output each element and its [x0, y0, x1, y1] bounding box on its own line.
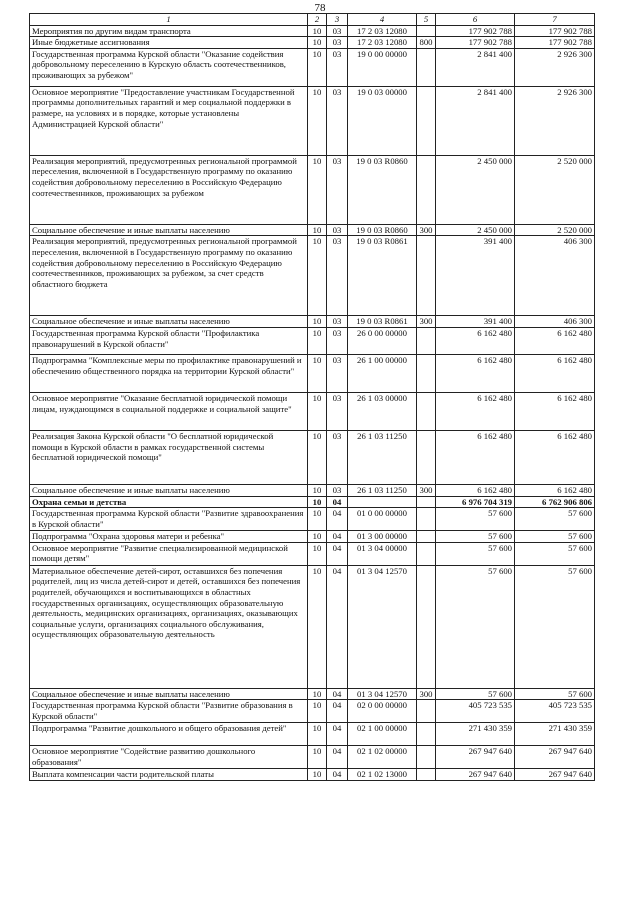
target-article-code: 26 1 03 00000	[348, 392, 417, 430]
table-row	[30, 25, 595, 37]
row-name: Охрана семьи и детства	[30, 496, 308, 508]
target-article-code: 19 0 03 R0861	[348, 236, 417, 316]
row-name: Реализация мероприятий, предусмотренных региональной программой переселения, включенной в Государственную программу по оказанию содействия добровольному переселению в Российскую Федерацию соотечественников, проживающих за рубежом	[30, 155, 308, 224]
expense-type-code	[417, 86, 436, 155]
amount-year-1: 405 723 535	[436, 700, 515, 723]
amount-year-2: 2 926 300	[515, 86, 595, 155]
section-code: 10	[308, 392, 327, 430]
table-row	[30, 327, 595, 354]
header-cell: 7	[515, 14, 595, 26]
target-article-code: 26 1 03 11250	[348, 484, 417, 496]
target-article-code: 02 1 02 13000	[348, 769, 417, 781]
expense-type-code: 300	[417, 484, 436, 496]
amount-year-2: 6 162 480	[515, 392, 595, 430]
subsection-code: 03	[327, 86, 348, 155]
expense-type-code	[417, 48, 436, 86]
row-name: Социальное обеспечение и иные выплаты населению	[30, 688, 308, 700]
expense-type-code: 300	[417, 224, 436, 236]
subsection-code: 03	[327, 484, 348, 496]
expense-type-code: 300	[417, 316, 436, 328]
section-code: 10	[308, 496, 327, 508]
section-code: 10	[308, 700, 327, 723]
table-row	[30, 155, 595, 224]
row-name: Основное мероприятие "Оказание бесплатной юридической помощи лицам, нуждающимся в социальной поддержке и социальной защите"	[30, 392, 308, 430]
expense-type-code	[417, 155, 436, 224]
amount-year-2: 177 902 788	[515, 37, 595, 49]
section-code: 10	[308, 86, 327, 155]
table-row	[30, 48, 595, 86]
section-code: 10	[308, 25, 327, 37]
subsection-code: 04	[327, 531, 348, 543]
section-code: 10	[308, 37, 327, 49]
row-name: Подпрограмма "Комплексные меры по профилактике правонарушений и обеспечению общественного порядка на территории Курской области"	[30, 354, 308, 392]
section-code: 10	[308, 531, 327, 543]
amount-year-1: 177 902 788	[436, 37, 515, 49]
expense-type-code	[417, 25, 436, 37]
amount-year-1: 6 976 704 319	[436, 496, 515, 508]
amount-year-1: 57 600	[436, 688, 515, 700]
row-name: Реализация Закона Курской области "О бесплатной юридической помощи в Курской области в рамках государственной системы бесплатной юридической помощи"	[30, 430, 308, 484]
subsection-code: 03	[327, 224, 348, 236]
table-row	[30, 484, 595, 496]
amount-year-1: 271 430 359	[436, 723, 515, 746]
subsection-code: 03	[327, 48, 348, 86]
table-row	[30, 236, 595, 316]
table-row	[30, 430, 595, 484]
row-name: Подпрограмма "Охрана здоровья матери и ребенка"	[30, 531, 308, 543]
subsection-code: 04	[327, 542, 348, 565]
expense-type-code	[417, 769, 436, 781]
subsection-code: 03	[327, 430, 348, 484]
amount-year-1: 6 162 480	[436, 354, 515, 392]
subsection-code: 04	[327, 688, 348, 700]
target-article-code: 01 3 04 12570	[348, 688, 417, 700]
amount-year-2: 2 520 000	[515, 224, 595, 236]
target-article-code: 26 1 00 00000	[348, 354, 417, 392]
amount-year-2: 57 600	[515, 542, 595, 565]
target-article-code	[348, 496, 417, 508]
section-code: 10	[308, 565, 327, 688]
amount-year-2: 2 926 300	[515, 48, 595, 86]
amount-year-1: 6 162 480	[436, 392, 515, 430]
amount-year-2: 2 520 000	[515, 155, 595, 224]
amount-year-1: 57 600	[436, 565, 515, 688]
amount-year-2: 57 600	[515, 508, 595, 531]
expense-type-code	[417, 327, 436, 354]
row-name: Реализация мероприятий, предусмотренных региональной программой переселения, включенной в Государственную программу по оказанию содействия добровольному переселению в Российскую Федерацию соотечественников, проживающих за рубежом, за счет средств областного бюджета	[30, 236, 308, 316]
table-row	[30, 700, 595, 723]
amount-year-2: 406 300	[515, 316, 595, 328]
target-article-code: 01 3 04 12570	[348, 565, 417, 688]
amount-year-1: 6 162 480	[436, 327, 515, 354]
section-code: 10	[308, 224, 327, 236]
subsection-code: 04	[327, 508, 348, 531]
target-article-code: 19 0 00 00000	[348, 48, 417, 86]
target-article-code: 02 0 00 00000	[348, 700, 417, 723]
amount-year-2: 177 902 788	[515, 25, 595, 37]
amount-year-1: 391 400	[436, 236, 515, 316]
expense-type-code	[417, 354, 436, 392]
header-cell: 2	[308, 14, 327, 26]
section-code: 10	[308, 769, 327, 781]
amount-year-2: 6 162 480	[515, 327, 595, 354]
subsection-code: 04	[327, 723, 348, 746]
amount-year-2: 6 162 480	[515, 484, 595, 496]
row-name: Государственная программа Курской области "Развитие образования в Курской области"	[30, 700, 308, 723]
section-code: 10	[308, 327, 327, 354]
amount-year-2: 57 600	[515, 688, 595, 700]
section-code: 10	[308, 484, 327, 496]
subsection-code: 03	[327, 25, 348, 37]
amount-year-2: 405 723 535	[515, 700, 595, 723]
table-row	[30, 508, 595, 531]
header-row	[30, 14, 595, 26]
row-name: Основное мероприятие "Содействие развитию дошкольного образования"	[30, 746, 308, 769]
subsection-code: 03	[327, 392, 348, 430]
amount-year-2: 271 430 359	[515, 723, 595, 746]
amount-year-1: 2 841 400	[436, 48, 515, 86]
target-article-code: 01 3 00 00000	[348, 531, 417, 543]
amount-year-1: 57 600	[436, 542, 515, 565]
amount-year-1: 57 600	[436, 531, 515, 543]
target-article-code: 19 0 03 R0860	[348, 224, 417, 236]
subsection-code: 03	[327, 37, 348, 49]
row-name: Государственная программа Курской области "Развитие здравоохранения в Курской области"	[30, 508, 308, 531]
expense-type-code	[417, 542, 436, 565]
target-article-code: 17 2 03 12080	[348, 37, 417, 49]
target-article-code: 26 1 03 11250	[348, 430, 417, 484]
table-row	[30, 723, 595, 746]
target-article-code: 02 1 00 00000	[348, 723, 417, 746]
row-name: Основное мероприятие "Предоставление участникам Государственной программы дополнительных гарантий и мер социальной поддержки в размере, на условиях и в порядке, которые установлены Администрацией Курской области"	[30, 86, 308, 155]
amount-year-1: 6 162 480	[436, 430, 515, 484]
amount-year-2: 267 947 640	[515, 769, 595, 781]
subsection-code: 04	[327, 700, 348, 723]
target-article-code: 26 0 00 00000	[348, 327, 417, 354]
subsection-code: 04	[327, 565, 348, 688]
section-code: 10	[308, 542, 327, 565]
expense-type-code: 800	[417, 37, 436, 49]
table-row	[30, 542, 595, 565]
row-name: Социальное обеспечение и иные выплаты населению	[30, 484, 308, 496]
section-code: 10	[308, 155, 327, 224]
expense-type-code	[417, 531, 436, 543]
row-name: Основное мероприятие "Развитие специализированной медицинской помощи детям"	[30, 542, 308, 565]
page-number: 78	[314, 2, 326, 14]
header-cell: 1	[30, 14, 308, 26]
row-name: Выплата компенсации части родительской платы	[30, 769, 308, 781]
expense-type-code	[417, 496, 436, 508]
subsection-code: 03	[327, 316, 348, 328]
section-code: 10	[308, 236, 327, 316]
target-article-code: 19 0 03 R0860	[348, 155, 417, 224]
table-row	[30, 37, 595, 49]
amount-year-1: 267 947 640	[436, 746, 515, 769]
header-cell: 6	[436, 14, 515, 26]
amount-year-2: 267 947 640	[515, 746, 595, 769]
amount-year-1: 391 400	[436, 316, 515, 328]
amount-year-2: 57 600	[515, 565, 595, 688]
budget-table	[29, 13, 595, 781]
section-code: 10	[308, 354, 327, 392]
target-article-code: 19 0 03 00000	[348, 86, 417, 155]
row-name: Государственная программа Курской области "Оказание содействия добровольному переселению в Курскую область соотечественников, проживающих за рубежом"	[30, 48, 308, 86]
table-row	[30, 565, 595, 688]
table-row	[30, 392, 595, 430]
amount-year-2: 6 162 480	[515, 430, 595, 484]
section-code: 10	[308, 508, 327, 531]
target-article-code: 17 2 03 12080	[348, 25, 417, 37]
table-row	[30, 224, 595, 236]
target-article-code: 02 1 02 00000	[348, 746, 417, 769]
section-code: 10	[308, 746, 327, 769]
row-name: Иные бюджетные ассигнования	[30, 37, 308, 49]
expense-type-code	[417, 746, 436, 769]
amount-year-2: 6 762 906 806	[515, 496, 595, 508]
table-row	[30, 531, 595, 543]
expense-type-code	[417, 430, 436, 484]
row-name: Государственная программа Курской области "Профилактика правонарушений в Курской области"	[30, 327, 308, 354]
table-row	[30, 316, 595, 328]
table-row	[30, 86, 595, 155]
amount-year-1: 2 841 400	[436, 86, 515, 155]
section-code: 10	[308, 688, 327, 700]
amount-year-1: 2 450 000	[436, 224, 515, 236]
amount-year-1: 6 162 480	[436, 484, 515, 496]
table-row	[30, 688, 595, 700]
row-name: Социальное обеспечение и иные выплаты населению	[30, 224, 308, 236]
table-row	[30, 746, 595, 769]
subsection-code: 04	[327, 746, 348, 769]
target-article-code: 19 0 03 R0861	[348, 316, 417, 328]
subsection-code: 03	[327, 354, 348, 392]
section-code: 10	[308, 430, 327, 484]
expense-type-code	[417, 700, 436, 723]
header-cell: 5	[417, 14, 436, 26]
amount-year-2: 57 600	[515, 531, 595, 543]
expense-type-code	[417, 565, 436, 688]
subsection-code: 03	[327, 327, 348, 354]
table-row	[30, 496, 595, 508]
row-name: Подпрограмма "Развитие дошкольного и общего образования детей"	[30, 723, 308, 746]
amount-year-1: 267 947 640	[436, 769, 515, 781]
section-code: 10	[308, 48, 327, 86]
expense-type-code	[417, 236, 436, 316]
target-article-code: 01 3 04 00000	[348, 542, 417, 565]
row-name: Мероприятия по другим видам транспорта	[30, 25, 308, 37]
expense-type-code	[417, 723, 436, 746]
section-code: 10	[308, 723, 327, 746]
amount-year-1: 57 600	[436, 508, 515, 531]
section-code: 10	[308, 316, 327, 328]
header-cell: 3	[327, 14, 348, 26]
row-name: Социальное обеспечение и иные выплаты населению	[30, 316, 308, 328]
subsection-code: 04	[327, 769, 348, 781]
expense-type-code	[417, 392, 436, 430]
subsection-code: 04	[327, 496, 348, 508]
row-name: Материальное обеспечение детей-сирот, оставшихся без попечения родителей, лиц из числа детей-сирот и детей, оставшихся без попечения родителей, обучающихся и воспитывающихся в областных государственных организациях, осуществляющих образовательную деятельность, медицинских организациях, организациях, оказывающих социальные услуги, организациях социального обслуживания, осуществляющих образовательную деятельность	[30, 565, 308, 688]
target-article-code: 01 0 00 00000	[348, 508, 417, 531]
expense-type-code: 300	[417, 688, 436, 700]
amount-year-2: 406 300	[515, 236, 595, 316]
amount-year-2: 6 162 480	[515, 354, 595, 392]
amount-year-1: 177 902 788	[436, 25, 515, 37]
subsection-code: 03	[327, 155, 348, 224]
expense-type-code	[417, 508, 436, 531]
header-cell: 4	[348, 14, 417, 26]
table-row	[30, 354, 595, 392]
subsection-code: 03	[327, 236, 348, 316]
table-row	[30, 769, 595, 781]
amount-year-1: 2 450 000	[436, 155, 515, 224]
